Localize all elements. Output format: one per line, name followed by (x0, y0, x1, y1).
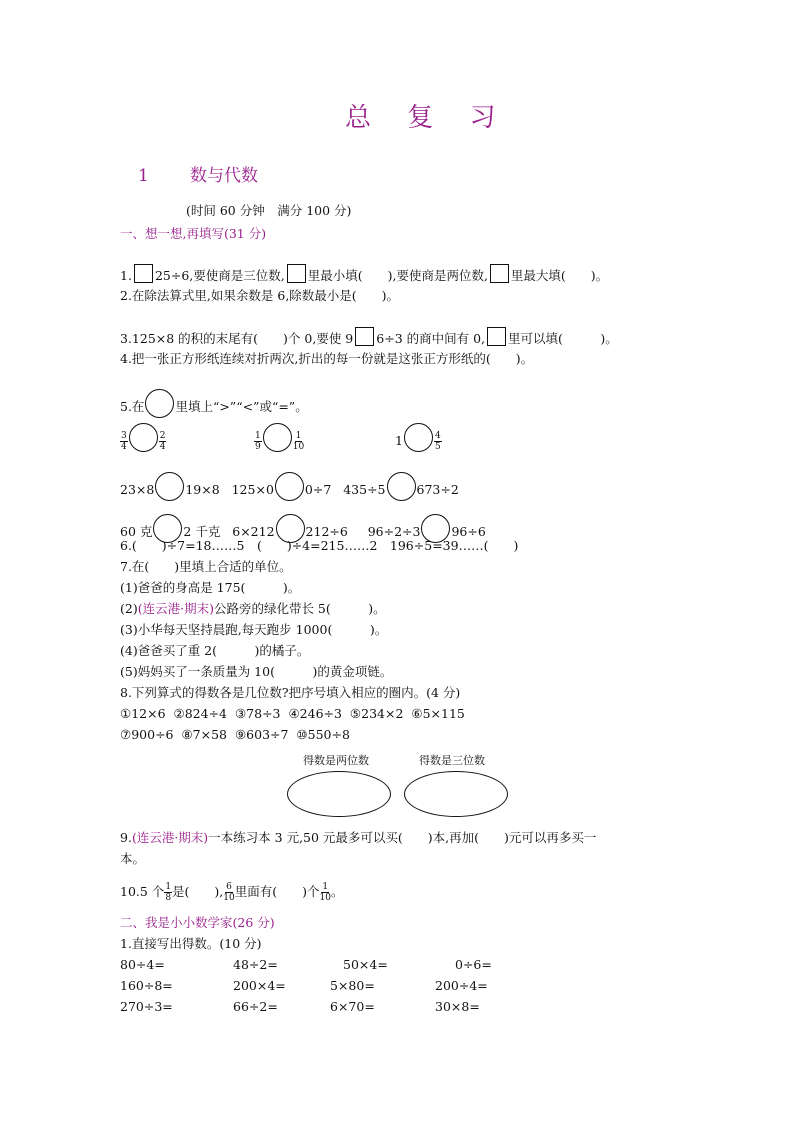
page-title: 总 复 习 (345, 103, 510, 133)
section-2-title: 二、我是小小数学家(26 分) (120, 915, 275, 930)
question-3 (120, 327, 618, 346)
compare-circle[interactable] (404, 423, 433, 452)
calc-cell: 270÷3= (120, 999, 173, 1014)
q7-item-1: (1)爸爸的身高是 175( )。 (120, 580, 301, 595)
q8-expression-row-1: ①12×6 ②824÷4 ③78÷3 ④246÷3 ⑤234×2 ⑥5×115 (120, 706, 465, 721)
fraction: $\frac{1}{10}$ (319, 882, 331, 903)
compare-circle[interactable] (387, 472, 416, 501)
calc-cell: 80÷4= (120, 957, 165, 972)
q5-compare-row-3: 60 克 2 千克 6×212 212÷6 96÷2÷3 96÷6 (120, 514, 486, 543)
fraction: $\frac{3}{4}$ (121, 431, 127, 452)
question-6: 6.( )÷7=18……5 ( )÷4=215……2 196÷5=39……( ) (120, 538, 519, 553)
time-note: (时间 60 分钟 满分 100 分) (186, 203, 352, 218)
answer-box[interactable] (134, 264, 153, 283)
question-8-lead: 8.下列算式的得数各是几位数?把序号填入相应的圈内。(4 分) (120, 685, 461, 700)
q7-item-5: (5)妈妈买了一条质量为 10( )的黄金项链。 (120, 664, 393, 679)
calc-cell: 50×4= (343, 957, 388, 972)
q1-text-3: 里最大填( )。 (510, 268, 609, 283)
q7-item-2: (2)(连云港·期末)公路旁的绿化带长 5( )。 (120, 601, 386, 616)
question-9-cont: 本。 (120, 851, 146, 866)
calc-cell: 0÷6= (455, 957, 492, 972)
calc-cell: 48÷2= (233, 957, 278, 972)
source-tag: (连云港·期末) (131, 830, 209, 845)
source-tag: (连云港·期末) (137, 601, 214, 616)
q3-text-2: 6÷3 的商中间有 0, (376, 331, 486, 346)
chapter-title: 数与代数 (190, 166, 258, 186)
compare-circle[interactable] (263, 423, 292, 452)
q7-item-3: (3)小华每天坚持晨跑,每天跑步 1000( )。 (120, 622, 388, 637)
fraction: $\frac{4}{5}$ (434, 431, 441, 452)
question-2: 2.在除法算式里,如果余数是 6,除数最小是( )。 (120, 288, 400, 303)
label-three-digit: 得数是三位数 (419, 754, 485, 767)
q5-fraction-compare-3 (395, 423, 442, 452)
question-10: 10.5 个 $\frac{1}{8}$ 是( ), $\frac{6}{10}$ 里面有( )个 $\frac{1}{10}$ 。 (120, 882, 344, 903)
q1-number: 1. (120, 268, 132, 283)
answer-box[interactable] (490, 264, 509, 283)
q1-text-2: 里最小填( ),要使商是两位数, (307, 268, 488, 283)
question-7-lead: 7.在( )里填上合适的单位。 (120, 559, 292, 574)
fraction: $\frac{1}{8}$ (165, 882, 172, 903)
fraction: $\frac{6}{10}$ (223, 882, 235, 903)
q5-text-1: 5.在 (120, 399, 145, 414)
question-1 (120, 264, 608, 283)
whole-number: 1 (395, 433, 403, 448)
q8-expression-row-2: ⑦900÷6 ⑧7×58 ⑨603÷7 ⑩550÷8 (120, 727, 350, 742)
two-digit-answer-oval[interactable] (287, 771, 391, 817)
chapter-number: 1 (138, 166, 149, 186)
answer-box[interactable] (355, 327, 374, 346)
calc-cell: 5×80= (330, 978, 375, 993)
question-4: 4.把一张正方形纸连续对折两次,折出的每一份就是这张正方形纸的( )。 (120, 351, 534, 366)
fraction: $\frac{1}{9}$ (255, 431, 261, 452)
section-1-title: 一、想一想,再填写(31 分) (120, 226, 267, 241)
calc-cell: 30×8= (435, 999, 480, 1014)
s2-question-1-lead: 1.直接写出得数。(10 分) (120, 936, 262, 951)
compare-circle[interactable] (145, 389, 174, 418)
calc-cell: 200×4= (233, 978, 286, 993)
three-digit-answer-oval[interactable] (404, 771, 508, 817)
label-two-digit: 得数是两位数 (303, 754, 369, 767)
calc-cell: 200÷4= (435, 978, 488, 993)
fraction: $\frac{1}{10}$ (292, 431, 305, 452)
question-9: 9.(连云港·期末)一本练习本 3 元,50 元最多可以买( )本,再加( )元可以再多买一 (120, 830, 597, 845)
calc-cell: 66÷2= (233, 999, 278, 1014)
answer-box[interactable] (487, 327, 506, 346)
q5-fraction-compare-1 (120, 423, 166, 452)
q1-text-1: 25÷6,要使商是三位数, (154, 268, 285, 283)
question-5-lead (120, 389, 308, 418)
compare-circle[interactable] (155, 472, 184, 501)
compare-circle[interactable] (275, 472, 304, 501)
q7-item-4: (4)爸爸买了重 2( )的橘子。 (120, 643, 310, 658)
compare-circle[interactable] (129, 423, 158, 452)
calc-cell: 6×70= (330, 999, 375, 1014)
q5-compare-row-2: 23×8 19×8 125×0 0÷7 435÷5 673÷2 (120, 472, 459, 501)
answer-box[interactable] (287, 264, 306, 283)
calc-cell: 160÷8= (120, 978, 173, 993)
q5-text-2: 里填上“>”“<”或“=”。 (175, 399, 308, 414)
fraction: $\frac{2}{4}$ (159, 431, 166, 452)
q5-fraction-compare-2 (254, 423, 304, 452)
q3-text-3: 里可以填( )。 (508, 331, 618, 346)
q3-text-1: 3.125×8 的积的末尾有( )个 0,要使 9 (120, 331, 354, 346)
